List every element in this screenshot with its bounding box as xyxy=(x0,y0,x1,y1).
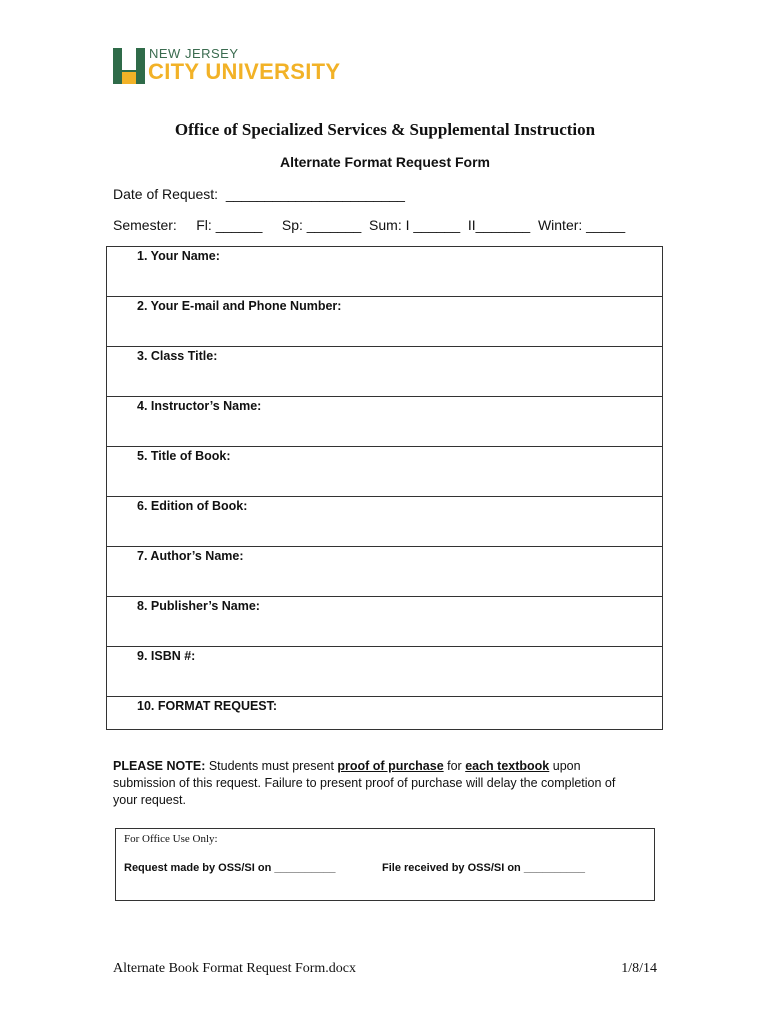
note-proof-of-purchase: proof of purchase xyxy=(337,759,444,773)
date-of-request-line[interactable]: Date of Request: _______________________ xyxy=(113,186,405,202)
footer-date: 1/8/14 xyxy=(621,961,657,976)
field-label: 1. Your Name: xyxy=(137,249,220,263)
note-label: PLEASE NOTE: xyxy=(113,759,206,773)
field-format-request[interactable] xyxy=(107,697,662,730)
office-use-header: For Office Use Only: xyxy=(124,833,218,845)
note-text: upon submission of this request. Failure to present proof of purchase will delay the completion of your request. xyxy=(113,759,616,807)
field-book-title[interactable] xyxy=(107,447,662,497)
logo-text-city-university: CITY UNIVERSITY xyxy=(148,59,341,84)
field-instructor-name[interactable] xyxy=(107,397,662,447)
field-label: 4. Instructor’s Name: xyxy=(137,399,262,413)
university-logo xyxy=(113,46,343,86)
field-label: 8. Publisher’s Name: xyxy=(137,599,260,613)
note-text: for xyxy=(443,759,466,773)
logo-mark-icon xyxy=(113,48,145,84)
file-received-line: File received by OSS/SI on __________ xyxy=(382,862,586,874)
field-label: 3. Class Title: xyxy=(137,349,218,363)
field-label: 6. Edition of Book: xyxy=(137,499,248,513)
field-label: 9. ISBN #: xyxy=(137,649,196,663)
field-publisher-name[interactable] xyxy=(107,597,662,647)
field-label: 10. FORMAT REQUEST: xyxy=(137,699,278,713)
please-note-paragraph xyxy=(113,758,643,809)
logo-text-new-jersey: NEW JERSEY xyxy=(149,46,239,61)
office-use-box xyxy=(115,828,655,901)
field-class-title[interactable] xyxy=(107,347,662,397)
request-fields-table xyxy=(106,246,663,730)
field-email-phone[interactable] xyxy=(107,297,662,347)
footer-filename: Alternate Book Format Request Form.docx xyxy=(113,961,357,976)
page-title: Office of Specialized Services & Supplemental Instruction xyxy=(174,120,596,139)
note-each-textbook: each textbook xyxy=(465,759,550,773)
semester-line[interactable]: Semester: Fl: ______ Sp: _______ Sum: I ______ II_______ Winter: _____ xyxy=(113,217,626,233)
request-made-line: Request made by OSS/SI on __________ xyxy=(124,862,336,874)
form-subtitle: Alternate Format Request Form xyxy=(279,154,491,170)
note-text: Students must present xyxy=(205,759,338,773)
field-isbn[interactable] xyxy=(107,647,662,697)
field-author-name[interactable] xyxy=(107,547,662,597)
field-book-edition[interactable] xyxy=(107,497,662,547)
field-label: 7. Author’s Name: xyxy=(137,549,244,563)
field-your-name[interactable] xyxy=(107,247,662,297)
field-label: 2. Your E-mail and Phone Number: xyxy=(137,299,342,313)
field-label: 5. Title of Book: xyxy=(137,449,231,463)
